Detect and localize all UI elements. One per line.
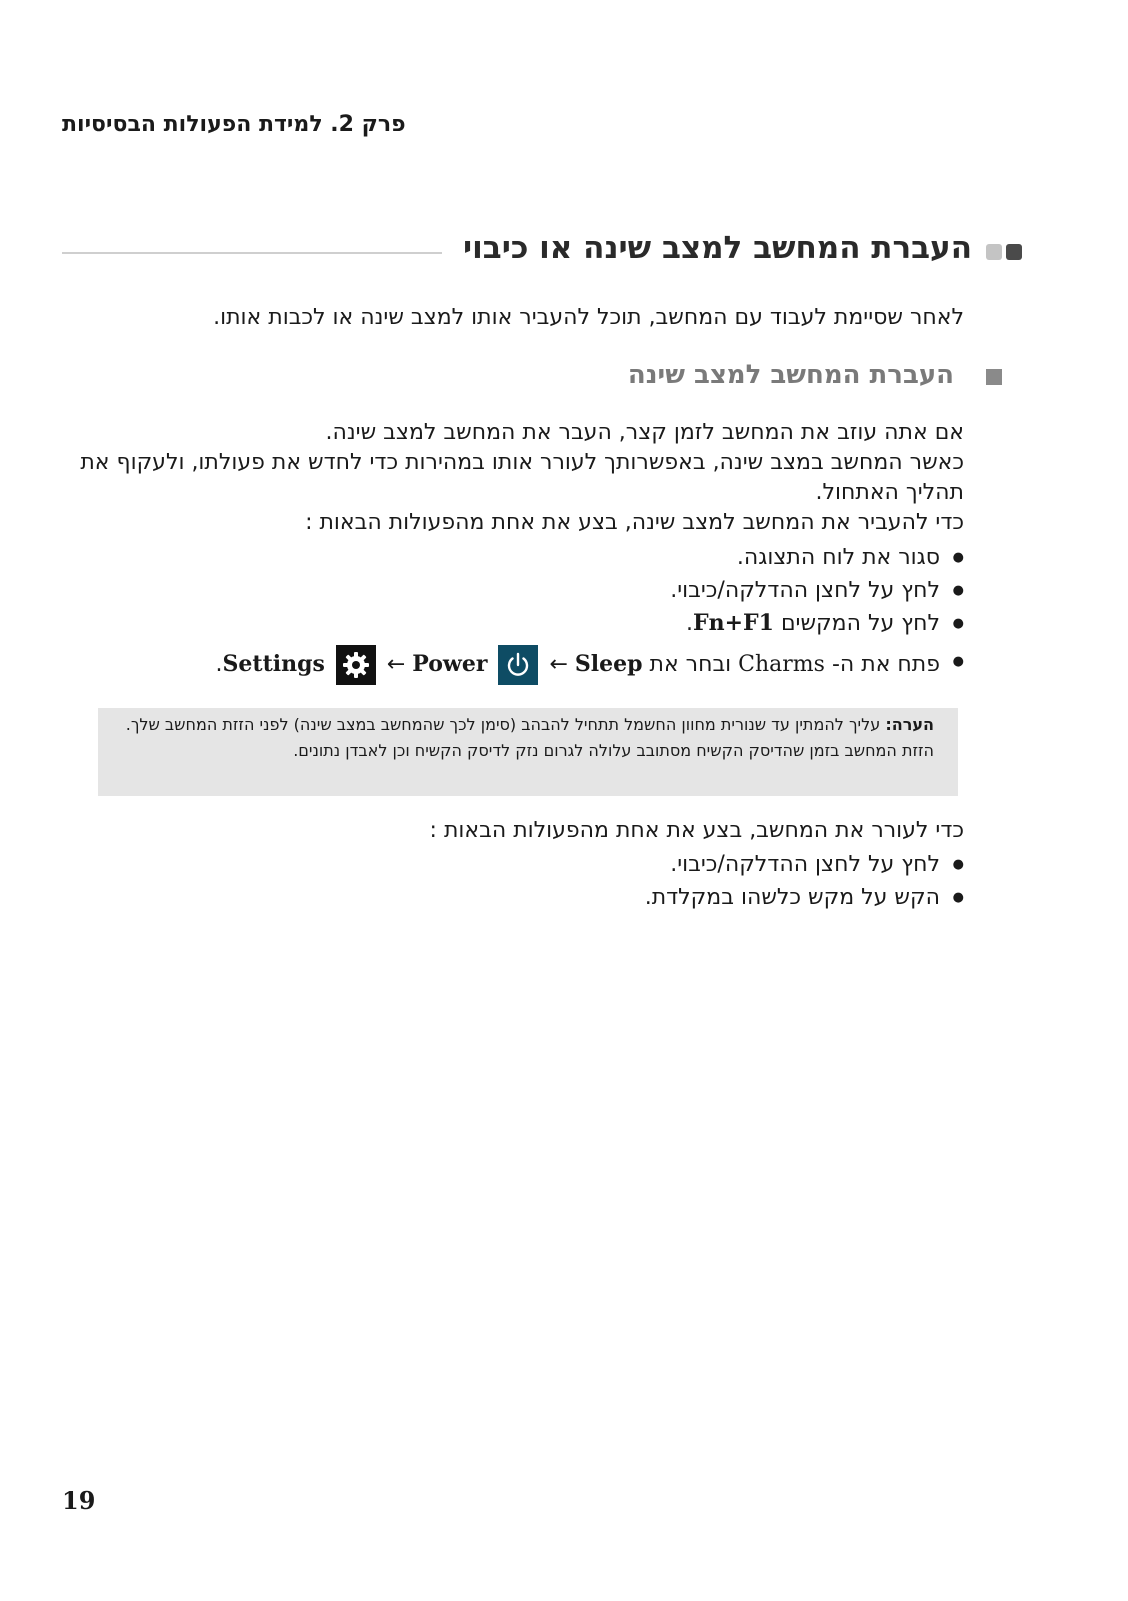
paragraph: כדי להעביר את המחשב למצב שינה, בצע את אחת מהפעולות הבאות : — [305, 510, 964, 535]
charms-option-list — [64, 645, 964, 685]
charms-word: Charms — [738, 652, 825, 677]
intro-paragraph: לאחר שסיימת לעבוד עם המחשב, תוכל להעביר אותו למצב שינה או לכבות אותו. — [213, 305, 964, 330]
note-label: הערה: — [885, 715, 934, 734]
subsection-square-icon — [986, 369, 1002, 385]
power-icon — [498, 645, 538, 685]
fn-suffix: . — [685, 611, 693, 636]
paragraph: כאשר המחשב במצב שינה, באפשרותך לעורר אותו במהירות כדי לחדש את פעולתו, ולעקוף את תהליך האתחול. — [80, 450, 964, 505]
list-item — [64, 607, 964, 640]
list-item: ● הקש על מקש כלשהו במקלדת. — [64, 881, 964, 914]
charms-prefix: פתח את ה- — [824, 652, 940, 677]
heading-square-dark-icon — [1006, 244, 1022, 260]
gear-icon — [336, 645, 376, 685]
wake-options-list — [64, 848, 964, 914]
heading-square-light-icon — [986, 244, 1002, 260]
list-item: ● לחץ על לחצן ההדלקה/כיבוי. — [64, 574, 964, 607]
settings-label: Settings — [222, 651, 325, 677]
arrow: ← — [386, 652, 406, 677]
sleep-label: Sleep — [574, 651, 643, 677]
sleep-instructions — [64, 418, 964, 538]
subsection-title: העברת המחשב למצב שינה — [627, 360, 954, 390]
paragraph: אם אתה עוזב את המחשב לזמן קצר, העבר את המחשב למצב שינה. — [325, 420, 964, 445]
section-title: העברת המחשב למצב שינה או כיבוי — [463, 230, 972, 266]
note-text: עליך להמתין עד שנורית מחוון החשמל תתחיל להבהב (סימן לכך שהמחשב במצב שינה) לפני הזזת המחשב שלך. הזזת המחשב בזמן שהדיסק הקשיח מסתובב עלולה לגרום נזק לדיסק הקשיח וכן לאבדן נתונים. — [125, 715, 934, 760]
fn-prefix: לחץ על המקשים — [780, 611, 940, 636]
list-item: ● סגור את לוח התצוגה. — [64, 541, 964, 574]
chapter-header: פרק 2. למידת הפעולות הבסיסיות — [62, 112, 406, 137]
sleep-options-list — [64, 541, 964, 640]
section-heading — [62, 230, 1030, 270]
note-box — [98, 708, 958, 796]
wake-intro: כדי לעורר את המחשב, בצע את אחת מהפעולות הבאות : — [429, 818, 964, 843]
fn-keys: Fn+F1 — [692, 610, 774, 636]
arrow: ← — [549, 652, 568, 677]
period: . — [215, 652, 223, 677]
power-label: Power — [412, 651, 488, 677]
heading-rule — [62, 252, 442, 254]
page-number: 19 — [62, 1486, 96, 1515]
charms-mid: ובחר את — [642, 652, 739, 677]
list-item: ● לחץ על לחצן ההדלקה/כיבוי. — [64, 848, 964, 881]
list-item — [64, 645, 964, 685]
